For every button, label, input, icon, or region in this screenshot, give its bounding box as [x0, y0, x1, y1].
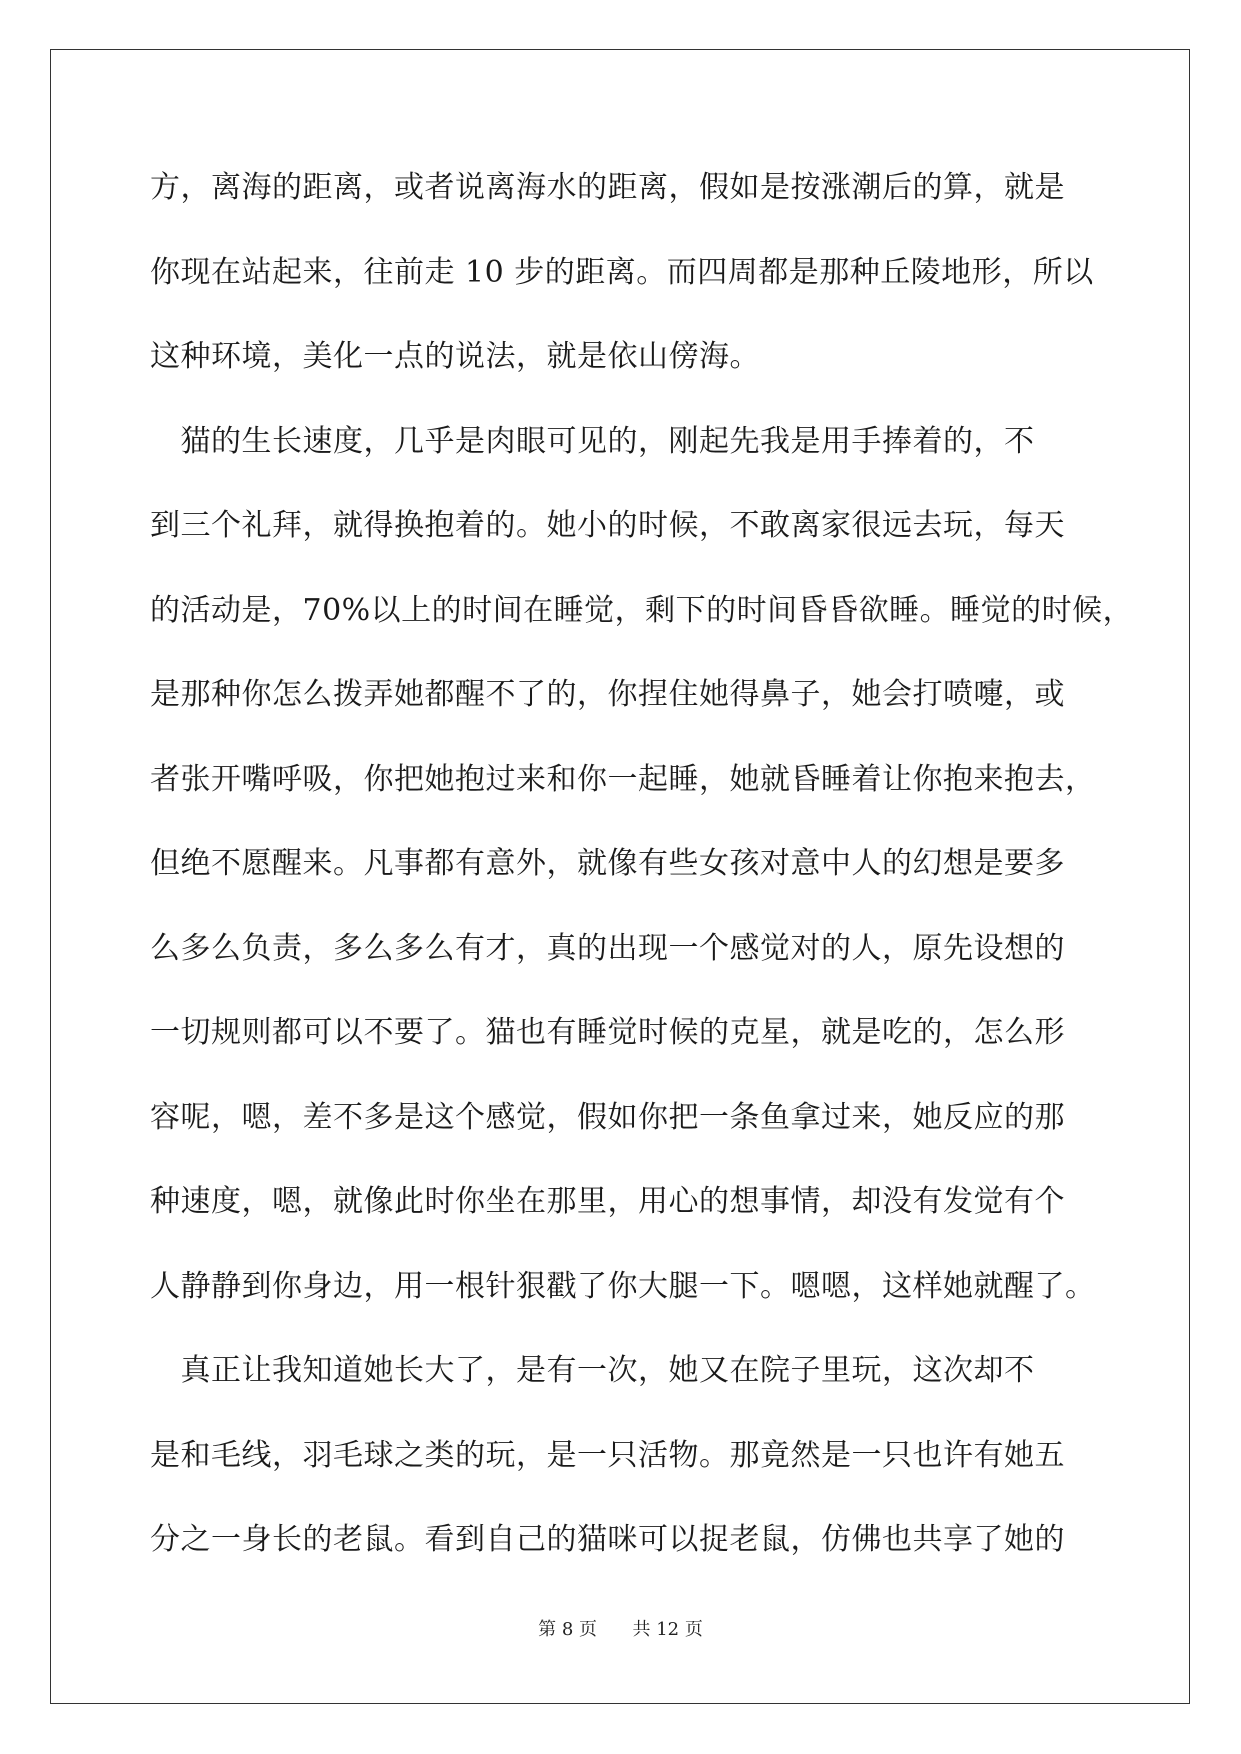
text-line-1: 方，离海的距离，或者说离海水的距离，假如是按涨潮后的算，就是: [150, 170, 1065, 205]
text-line-9: 但绝不愿醒来。凡事都有意外，就像有些女孩对意中人的幻想是要多: [150, 846, 1065, 881]
text-line-12: 容呢，嗯，差不多是这个感觉，假如你把一条鱼拿过来，她反应的那: [150, 1099, 1065, 1135]
text-line-15: 真正让我知道她长大了，是有一次，她又在院子里玩，这次却不: [150, 1353, 1035, 1388]
page-number-current: 第 8 页: [538, 1619, 598, 1640]
text-line-8: 者张开嘴呼吸，你把她抱过来和你一起睡，她就昏睡着让你抱来抱去，: [150, 761, 1096, 797]
page-footer: [0, 1615, 1241, 1641]
text-line-3: 这种环境，美化一点的说法，就是依山傍海。: [150, 339, 760, 374]
text-line-13: 种速度，嗯，就像此时你坐在那里，用心的想事情，却没有发觉有个: [150, 1184, 1065, 1219]
text-line-2: 你现在站起来，往前走 10 步的距离。而四周都是那种丘陵地形，所以: [150, 254, 1094, 290]
text-line-10: 么多么负责，多么多么有才，真的出现一个感觉对的人，原先设想的: [150, 930, 1065, 966]
text-line-4: 猫的生长速度，几乎是肉眼可见的，刚起先我是用手捧着的，不: [150, 423, 1035, 459]
text-line-7: 是那种你怎么拨弄她都醒不了的，你捏住她得鼻子，她会打喷嚏，或: [150, 677, 1065, 712]
text-line-16: 是和毛线，羽毛球之类的玩，是一只活物。那竟然是一只也许有她五: [150, 1437, 1065, 1473]
document-body: [150, 160, 1134, 1597]
page-number-total: 共 12 页: [632, 1619, 703, 1640]
text-line-11: 一切规则都可以不要了。猫也有睡觉时候的克星，就是吃的，怎么形: [150, 1015, 1065, 1050]
text-line-5: 到三个礼拜，就得换抱着的。她小的时候，不敢离家很远去玩，每天: [150, 508, 1065, 543]
text-line-6: 的活动是，70%以上的时间在睡觉，剩下的时间昏昏欲睡。睡觉的时候，: [150, 592, 1134, 628]
text-line-17: 分之一身长的老鼠。看到自己的猫咪可以捉老鼠，仿佛也共享了她的: [150, 1522, 1065, 1557]
text-line-14: 人静静到你身边，用一根针狠戳了你大腿一下。嗯嗯，这样她就醒了。: [150, 1268, 1096, 1304]
